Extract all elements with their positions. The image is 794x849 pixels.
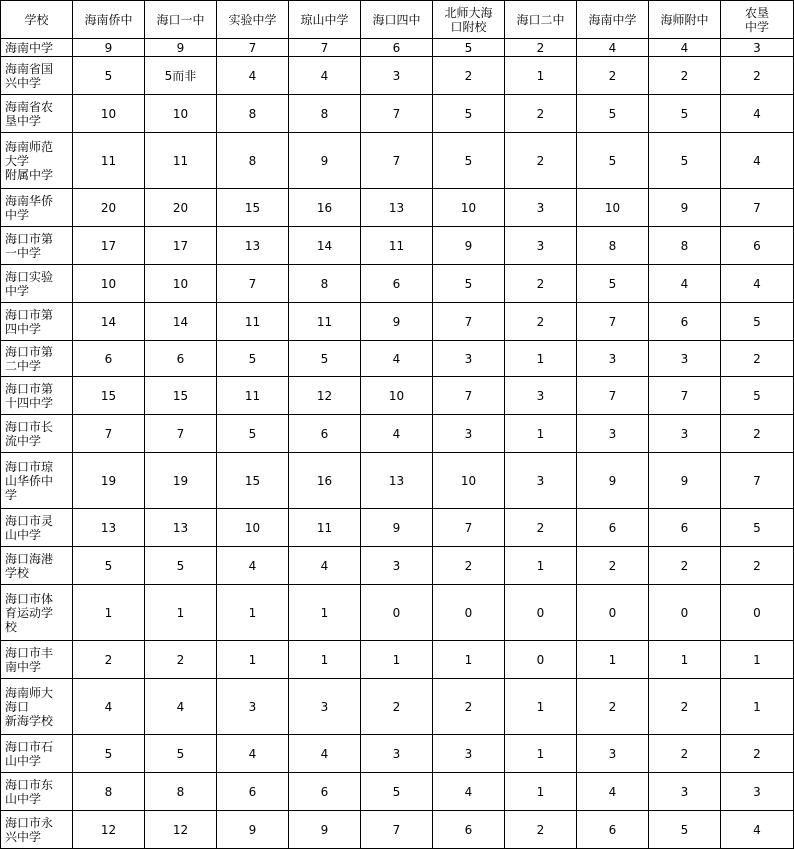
- table-row: [1, 57, 794, 95]
- value-cell: 1: [145, 585, 217, 641]
- value-cell: 11: [217, 303, 289, 341]
- value-cell: 5而非: [145, 57, 217, 95]
- header-row: [1, 1, 794, 39]
- value-cell: 15: [73, 377, 145, 415]
- table-row: [1, 133, 794, 189]
- value-cell: 3: [361, 547, 433, 585]
- value-cell: 11: [73, 133, 145, 189]
- table-row: [1, 95, 794, 133]
- header-col-3: 实验中学: [217, 1, 289, 39]
- table-row: [1, 227, 794, 265]
- value-cell: 11: [145, 133, 217, 189]
- value-cell: 11: [217, 377, 289, 415]
- value-cell: 5: [721, 377, 794, 415]
- value-cell: 9: [433, 227, 505, 265]
- value-cell: 3: [649, 773, 721, 811]
- value-cell: 2: [505, 509, 577, 547]
- value-cell: 8: [649, 227, 721, 265]
- table-row: [1, 773, 794, 811]
- value-cell: 11: [289, 509, 361, 547]
- value-cell: 11: [289, 303, 361, 341]
- value-cell: 3: [505, 453, 577, 509]
- value-cell: 4: [217, 57, 289, 95]
- value-cell: 5: [433, 265, 505, 303]
- value-cell: 4: [289, 547, 361, 585]
- value-cell: 0: [505, 585, 577, 641]
- value-cell: 3: [505, 189, 577, 227]
- value-cell: 7: [649, 377, 721, 415]
- value-cell: 7: [289, 39, 361, 57]
- value-cell: 8: [73, 773, 145, 811]
- value-cell: 7: [361, 811, 433, 849]
- value-cell: 3: [577, 341, 649, 377]
- value-cell: 10: [145, 265, 217, 303]
- table-row: [1, 679, 794, 735]
- value-cell: 6: [577, 811, 649, 849]
- school-name-cell: 海口海港 学校: [1, 547, 73, 585]
- value-cell: 12: [289, 377, 361, 415]
- value-cell: 10: [73, 265, 145, 303]
- value-cell: 6: [145, 341, 217, 377]
- school-name-cell: 海口市石 山中学: [1, 735, 73, 773]
- value-cell: 1: [289, 585, 361, 641]
- value-cell: 19: [73, 453, 145, 509]
- value-cell: 2: [505, 303, 577, 341]
- value-cell: 1: [649, 641, 721, 679]
- value-cell: 10: [73, 95, 145, 133]
- value-cell: 2: [505, 265, 577, 303]
- school-name-cell: 海口市东 山中学: [1, 773, 73, 811]
- value-cell: 9: [649, 453, 721, 509]
- value-cell: 2: [433, 679, 505, 735]
- value-cell: 4: [433, 773, 505, 811]
- table-row: [1, 509, 794, 547]
- value-cell: 1: [505, 679, 577, 735]
- value-cell: 4: [649, 39, 721, 57]
- value-cell: 2: [721, 341, 794, 377]
- value-cell: 4: [217, 547, 289, 585]
- value-cell: 5: [289, 341, 361, 377]
- value-cell: 1: [217, 585, 289, 641]
- value-cell: 4: [289, 735, 361, 773]
- value-cell: 10: [433, 189, 505, 227]
- value-cell: 6: [649, 303, 721, 341]
- value-cell: 4: [577, 39, 649, 57]
- value-cell: 1: [505, 735, 577, 773]
- value-cell: 6: [217, 773, 289, 811]
- value-cell: 1: [505, 773, 577, 811]
- value-cell: 10: [433, 453, 505, 509]
- value-cell: 6: [577, 509, 649, 547]
- value-cell: 4: [145, 679, 217, 735]
- value-cell: 1: [577, 641, 649, 679]
- header-col-6: 北师大海 口附校: [433, 1, 505, 39]
- table-row: [1, 341, 794, 377]
- header-col-1: 海南侨中: [73, 1, 145, 39]
- value-cell: 16: [289, 189, 361, 227]
- value-cell: 12: [145, 811, 217, 849]
- value-cell: 6: [289, 773, 361, 811]
- school-name-cell: 海口市第 四中学: [1, 303, 73, 341]
- header-school: 学校: [1, 1, 73, 39]
- table-row: [1, 585, 794, 641]
- value-cell: 4: [721, 95, 794, 133]
- value-cell: 7: [73, 415, 145, 453]
- value-cell: 4: [73, 679, 145, 735]
- value-cell: 1: [721, 641, 794, 679]
- value-cell: 2: [505, 95, 577, 133]
- value-cell: 13: [73, 509, 145, 547]
- value-cell: 9: [289, 811, 361, 849]
- value-cell: 4: [649, 265, 721, 303]
- value-cell: 11: [361, 227, 433, 265]
- value-cell: 5: [73, 735, 145, 773]
- value-cell: 3: [217, 679, 289, 735]
- value-cell: 13: [361, 189, 433, 227]
- school-name-cell: 海口市第 二中学: [1, 341, 73, 377]
- value-cell: 4: [577, 773, 649, 811]
- value-cell: 3: [649, 415, 721, 453]
- value-cell: 1: [361, 641, 433, 679]
- value-cell: 0: [721, 585, 794, 641]
- value-cell: 3: [505, 377, 577, 415]
- table-body: [1, 39, 794, 849]
- value-cell: 10: [577, 189, 649, 227]
- table-row: [1, 641, 794, 679]
- table-row: [1, 377, 794, 415]
- value-cell: 20: [73, 189, 145, 227]
- value-cell: 5: [361, 773, 433, 811]
- value-cell: 8: [217, 95, 289, 133]
- value-cell: 2: [721, 735, 794, 773]
- value-cell: 7: [721, 453, 794, 509]
- value-cell: 20: [145, 189, 217, 227]
- value-cell: 4: [721, 811, 794, 849]
- value-cell: 8: [289, 95, 361, 133]
- school-name-cell: 海口市第 一中学: [1, 227, 73, 265]
- value-cell: 7: [217, 39, 289, 57]
- value-cell: 2: [649, 547, 721, 585]
- school-name-cell: 海南省农 垦中学: [1, 95, 73, 133]
- value-cell: 5: [649, 811, 721, 849]
- value-cell: 2: [721, 415, 794, 453]
- school-name-cell: 海南华侨 中学: [1, 189, 73, 227]
- value-cell: 6: [721, 227, 794, 265]
- value-cell: 5: [145, 547, 217, 585]
- value-cell: 3: [433, 735, 505, 773]
- value-cell: 5: [649, 133, 721, 189]
- value-cell: 1: [505, 57, 577, 95]
- value-cell: 10: [217, 509, 289, 547]
- value-cell: 6: [361, 265, 433, 303]
- value-cell: 9: [73, 39, 145, 57]
- school-name-cell: 海口市长 流中学: [1, 415, 73, 453]
- value-cell: 13: [217, 227, 289, 265]
- value-cell: 5: [73, 547, 145, 585]
- value-cell: 9: [649, 189, 721, 227]
- value-cell: 0: [361, 585, 433, 641]
- value-cell: 2: [505, 811, 577, 849]
- value-cell: 5: [217, 341, 289, 377]
- value-cell: 0: [505, 641, 577, 679]
- value-cell: 14: [73, 303, 145, 341]
- value-cell: 5: [649, 95, 721, 133]
- value-cell: 13: [361, 453, 433, 509]
- value-cell: 9: [217, 811, 289, 849]
- value-cell: 5: [433, 39, 505, 57]
- value-cell: 4: [721, 133, 794, 189]
- value-cell: 2: [577, 679, 649, 735]
- table-row: [1, 453, 794, 509]
- header-col-10: 农垦 中学: [721, 1, 794, 39]
- value-cell: 1: [217, 641, 289, 679]
- value-cell: 2: [145, 641, 217, 679]
- value-cell: 5: [721, 509, 794, 547]
- value-cell: 2: [577, 547, 649, 585]
- value-cell: 2: [649, 679, 721, 735]
- value-cell: 7: [577, 377, 649, 415]
- school-name-cell: 海口实验 中学: [1, 265, 73, 303]
- value-cell: 3: [361, 735, 433, 773]
- table-row: [1, 735, 794, 773]
- header-col-2: 海口一中: [145, 1, 217, 39]
- table-row: [1, 811, 794, 849]
- school-name-cell: 海南省国 兴中学: [1, 57, 73, 95]
- value-cell: 13: [145, 509, 217, 547]
- value-cell: 6: [289, 415, 361, 453]
- value-cell: 9: [361, 303, 433, 341]
- value-cell: 3: [577, 735, 649, 773]
- value-cell: 10: [361, 377, 433, 415]
- value-cell: 5: [217, 415, 289, 453]
- value-cell: 7: [721, 189, 794, 227]
- school-name-cell: 海口市体 育运动学 校: [1, 585, 73, 641]
- value-cell: 8: [577, 227, 649, 265]
- value-cell: 8: [217, 133, 289, 189]
- value-cell: 4: [289, 57, 361, 95]
- school-name-cell: 海口市永 兴中学: [1, 811, 73, 849]
- table-row: [1, 547, 794, 585]
- value-cell: 14: [145, 303, 217, 341]
- value-cell: 7: [433, 303, 505, 341]
- school-name-cell: 海南师大 海口 新海学校: [1, 679, 73, 735]
- value-cell: 1: [505, 415, 577, 453]
- school-name-cell: 海口市丰 南中学: [1, 641, 73, 679]
- header-col-7: 海口二中: [505, 1, 577, 39]
- value-cell: 15: [217, 453, 289, 509]
- table-row: [1, 303, 794, 341]
- value-cell: 0: [433, 585, 505, 641]
- value-cell: 17: [145, 227, 217, 265]
- value-cell: 2: [577, 57, 649, 95]
- value-cell: 17: [73, 227, 145, 265]
- value-cell: 5: [721, 303, 794, 341]
- value-cell: 15: [217, 189, 289, 227]
- value-cell: 7: [361, 95, 433, 133]
- value-cell: 6: [649, 509, 721, 547]
- table-row: [1, 265, 794, 303]
- value-cell: 3: [361, 57, 433, 95]
- value-cell: 5: [73, 57, 145, 95]
- value-cell: 2: [721, 57, 794, 95]
- value-cell: 15: [145, 377, 217, 415]
- value-cell: 4: [217, 735, 289, 773]
- value-cell: 5: [577, 265, 649, 303]
- header-col-9: 海师附中: [649, 1, 721, 39]
- value-cell: 5: [577, 95, 649, 133]
- value-cell: 1: [721, 679, 794, 735]
- value-cell: 10: [145, 95, 217, 133]
- header-col-5: 海口四中: [361, 1, 433, 39]
- value-cell: 3: [577, 415, 649, 453]
- school-name-cell: 海南师范 大学 附属中学: [1, 133, 73, 189]
- value-cell: 9: [361, 509, 433, 547]
- value-cell: 8: [289, 265, 361, 303]
- value-cell: 6: [361, 39, 433, 57]
- value-cell: 5: [145, 735, 217, 773]
- value-cell: 19: [145, 453, 217, 509]
- value-cell: 7: [577, 303, 649, 341]
- value-cell: 3: [433, 341, 505, 377]
- value-cell: 5: [577, 133, 649, 189]
- value-cell: 9: [577, 453, 649, 509]
- value-cell: 4: [721, 265, 794, 303]
- value-cell: 0: [649, 585, 721, 641]
- value-cell: 7: [361, 133, 433, 189]
- value-cell: 2: [649, 57, 721, 95]
- value-cell: 4: [361, 341, 433, 377]
- school-name-cell: 海口市灵 山中学: [1, 509, 73, 547]
- value-cell: 7: [145, 415, 217, 453]
- school-name-cell: 海口市琼 山华侨中 学: [1, 453, 73, 509]
- value-cell: 3: [289, 679, 361, 735]
- value-cell: 8: [145, 773, 217, 811]
- value-cell: 2: [433, 57, 505, 95]
- table-row: [1, 189, 794, 227]
- value-cell: 7: [217, 265, 289, 303]
- header-col-4: 琼山中学: [289, 1, 361, 39]
- table-row: [1, 415, 794, 453]
- value-cell: 2: [73, 641, 145, 679]
- value-cell: 14: [289, 227, 361, 265]
- header-col-8: 海南中学: [577, 1, 649, 39]
- value-cell: 2: [721, 547, 794, 585]
- value-cell: 12: [73, 811, 145, 849]
- value-cell: 3: [433, 415, 505, 453]
- value-cell: 0: [577, 585, 649, 641]
- value-cell: 1: [289, 641, 361, 679]
- value-cell: 4: [361, 415, 433, 453]
- value-cell: 1: [505, 341, 577, 377]
- value-cell: 3: [721, 39, 794, 57]
- value-cell: 5: [433, 95, 505, 133]
- school-name-cell: 海口市第 十四中学: [1, 377, 73, 415]
- value-cell: 2: [361, 679, 433, 735]
- value-cell: 9: [289, 133, 361, 189]
- value-cell: 1: [505, 547, 577, 585]
- value-cell: 7: [433, 377, 505, 415]
- value-cell: 3: [649, 341, 721, 377]
- table-row: [1, 39, 794, 57]
- value-cell: 2: [649, 735, 721, 773]
- school-name-cell: 海南中学: [1, 39, 73, 57]
- value-cell: 6: [433, 811, 505, 849]
- value-cell: 2: [433, 547, 505, 585]
- value-cell: 7: [433, 509, 505, 547]
- value-cell: 3: [721, 773, 794, 811]
- value-cell: 6: [73, 341, 145, 377]
- value-cell: 16: [289, 453, 361, 509]
- value-cell: 2: [505, 133, 577, 189]
- value-cell: 3: [505, 227, 577, 265]
- value-cell: 2: [505, 39, 577, 57]
- value-cell: 9: [145, 39, 217, 57]
- value-cell: 1: [73, 585, 145, 641]
- value-cell: 1: [433, 641, 505, 679]
- value-cell: 5: [433, 133, 505, 189]
